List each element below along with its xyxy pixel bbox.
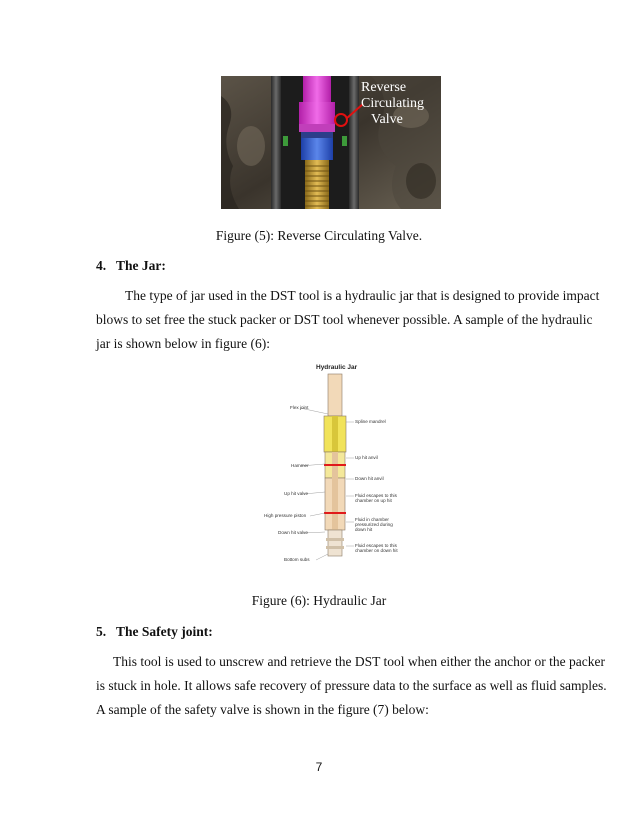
section5-line-2: is stuck in hole. It allows safe recovery of pressure data to the surface as well as fluid samples. xyxy=(96,678,607,693)
label-fluid-chamber-2: pressurized during xyxy=(355,522,393,527)
section4-line-1: The type of jar used in the DST tool is a hydraulic jar that is designed to provide impact xyxy=(125,288,600,303)
label-fluid-up-2: chamber on up hit xyxy=(355,498,392,503)
section4-paragraph xyxy=(96,284,600,356)
section4-heading: 4. The Jar: xyxy=(96,258,166,273)
label-spline-mandrel: Spline mandrel xyxy=(355,419,386,424)
figure5-overlay-line-1: Reverse xyxy=(361,80,407,95)
label-fluid-chamber-1: Fluid in chamber xyxy=(355,517,389,522)
label-up-hit-valve: Up hit valve xyxy=(284,491,309,496)
jar-title: Hydraulic Jar xyxy=(316,364,358,371)
figure5-caption: Figure (5): Reverse Circulating Valve. xyxy=(215,228,423,243)
label-high-pressure-piston: High pressure piston xyxy=(264,513,307,518)
figure5-overlay-line-3: Valve xyxy=(371,112,403,127)
section5-line-1: This tool is used to unscrew and retrieve the DST tool when either the anchor or the packer xyxy=(113,654,605,669)
label-fluid-down-2: chamber on down hit xyxy=(355,548,398,553)
section5-paragraph xyxy=(96,650,607,722)
section4-line-3: jar is shown below in figure (6): xyxy=(96,336,270,351)
label-fluid-down-1: Fluid escapes to this xyxy=(355,543,397,548)
label-flex-joint: Flex joint xyxy=(290,405,309,410)
label-up-hit-anvil: Up hit anvil xyxy=(355,455,378,460)
label-bottom-subs: Bottom subs xyxy=(284,557,310,562)
hydraulic-jar-diagram xyxy=(260,360,398,566)
figure5-overlay-line-2: Circulating xyxy=(361,96,424,111)
label-fluid-up-1: Fluid escapes to this xyxy=(355,493,397,498)
label-hammer: Hammer xyxy=(291,463,309,468)
figure6-caption: Figure (6): Hydraulic Jar xyxy=(251,593,387,608)
section5-line-3: A sample of the safety valve is shown in the figure (7) below: xyxy=(96,702,429,717)
section4-line-2: blows to set free the stuck packer or DST tool whenever possible. A sample of the hydraulic xyxy=(96,312,593,327)
page-number: 7 xyxy=(315,760,323,774)
reverse-circulating-valve-image xyxy=(221,76,441,209)
label-down-hit-anvil: Down hit anvil xyxy=(355,476,384,481)
label-fluid-chamber-3: down hit xyxy=(355,527,373,532)
section5-heading: 5. The Safety joint: xyxy=(96,624,213,639)
label-down-hit-valve: Down hit valve xyxy=(278,530,308,535)
